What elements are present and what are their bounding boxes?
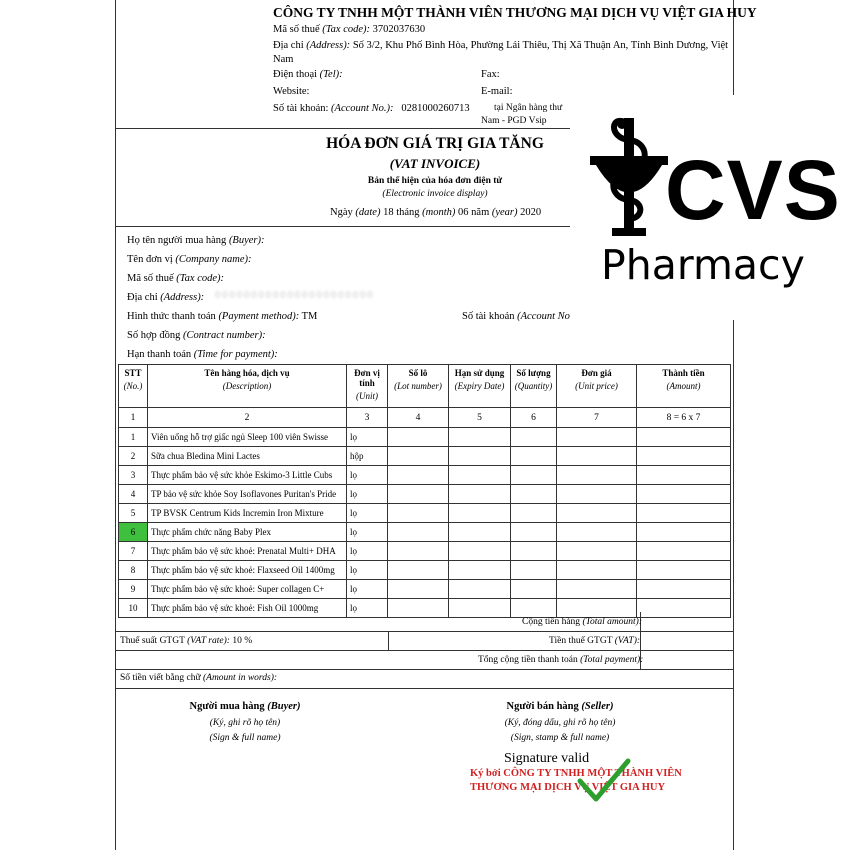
row-price [557, 485, 637, 504]
year-label-en: (year) [491, 207, 518, 218]
index-cell: 4 [388, 408, 449, 428]
col-header-price: Đơn giá (Unit price) [557, 365, 637, 408]
fax-label: Fax: [481, 69, 500, 80]
buyer-tax-label: Mã số thuế [127, 273, 174, 284]
buyer-address-label: Địa chỉ [127, 292, 158, 303]
date-prefix-en: (date) [355, 207, 381, 218]
signed-by-line2: THƯƠNG MẠI DỊCH VỤ VIỆT GIA HUY [470, 782, 666, 793]
row-desc: Thực phẩm chức năng Baby Plex [148, 523, 347, 542]
row-price [557, 561, 637, 580]
table-row [119, 428, 731, 447]
divider [115, 128, 570, 129]
row-expiry [449, 599, 511, 618]
date-day: 18 [383, 207, 394, 218]
row-no: 1 [119, 428, 148, 447]
buyer-sign-sub-en: (Sign & full name) [209, 733, 281, 743]
website-label: Website: [273, 86, 310, 97]
company-tax-row [273, 24, 425, 35]
buyer-name-row [127, 235, 265, 246]
row-unit: lọ [347, 561, 388, 580]
invoice-subtitle: (VAT INVOICE) [389, 156, 481, 171]
divider [115, 669, 734, 670]
invoice-date [330, 207, 541, 218]
divider [115, 688, 734, 689]
col-header-unit: Đơn vị tính (Unit) [347, 365, 388, 408]
buyer-account-label: Số tài khoản [462, 311, 515, 322]
date-month: 06 [458, 207, 469, 218]
row-qty [511, 485, 557, 504]
row-price [557, 428, 637, 447]
table-row [119, 485, 731, 504]
index-cell: 8 = 6 x 7 [637, 408, 731, 428]
address-label: Địa chỉ [273, 40, 304, 51]
due-label-en: (Time for payment): [193, 349, 278, 360]
index-cell: 2 [148, 408, 347, 428]
total-amount-label: Cộng tiền hàng (Total amount): [522, 617, 642, 627]
row-unit: lọ [347, 485, 388, 504]
row-desc: Viên uống hỗ trợ giấc ngủ Sleep 100 viên Swisse [148, 428, 347, 447]
col-header-no: STT (No.) [119, 365, 148, 408]
items-table [118, 364, 731, 618]
due-label: Hạn thanh toán [127, 349, 192, 360]
payment-label: Hình thức thanh toán [127, 311, 216, 322]
account-label: Số tài khoản: [273, 103, 329, 114]
divider [115, 650, 734, 651]
row-price [557, 523, 637, 542]
buyer-tax-row [127, 273, 224, 284]
divider [388, 631, 389, 650]
row-no: 6 [119, 523, 148, 542]
seller-sign-title: Người bán hàng (Seller) [506, 701, 614, 712]
row-lot [388, 542, 449, 561]
buyer-address-value: 0000000000000000000000 [215, 290, 375, 301]
invoice-display-vi: Bản thể hiện của hóa đơn điện tử [367, 176, 503, 186]
table-row [119, 580, 731, 599]
table-header-row [119, 365, 731, 408]
payment-value: TM [301, 311, 318, 322]
col-header-desc: Tên hàng hóa, dịch vụ (Description) [148, 365, 347, 408]
row-expiry [449, 428, 511, 447]
row-lot [388, 428, 449, 447]
logo-subtitle: Pharmacy [601, 241, 805, 289]
buyer-sign-title: Người mua hàng (Buyer) [189, 701, 301, 712]
invoice-display-en: (Electronic invoice display) [382, 189, 488, 199]
vat-rate-row: Thuế suất GTGT (VAT rate): 10 % [120, 636, 253, 646]
account-label-en: (Account No.): [331, 103, 394, 114]
row-qty [511, 599, 557, 618]
vat-rate-value: 10 % [232, 636, 253, 646]
seller-sign-sub-en: (Sign, stamp & full name) [510, 733, 610, 743]
row-price [557, 447, 637, 466]
company-name-row [127, 254, 252, 265]
contract-row [127, 330, 266, 341]
seller-sign-sub-vi: (Ký, đóng dấu, ghi rõ họ tên) [504, 718, 616, 728]
row-price [557, 542, 637, 561]
company-name-label-en: (Company name): [175, 254, 252, 265]
row-expiry [449, 542, 511, 561]
buyer-account-label-en: (Account No [517, 311, 570, 322]
row-price [557, 599, 637, 618]
col-header-qty: Số lượng (Quantity) [511, 365, 557, 408]
phone-label: Điện thoại [273, 69, 318, 80]
row-expiry [449, 447, 511, 466]
row-unit: lọ [347, 523, 388, 542]
company-phone-row [273, 69, 343, 80]
row-expiry [449, 561, 511, 580]
row-lot [388, 580, 449, 599]
grand-total-label: Tổng cộng tiền thanh toán (Total payment): [478, 655, 644, 665]
bank-line2: Nam - PGD Vsip [481, 116, 547, 126]
logo-brand: CVS [665, 143, 841, 237]
row-amount [637, 523, 731, 542]
row-unit: hộp [347, 447, 388, 466]
row-no: 3 [119, 466, 148, 485]
year-label: năm [471, 207, 490, 218]
row-amount [637, 466, 731, 485]
table-row [119, 504, 731, 523]
row-unit: lọ [347, 504, 388, 523]
col-header-expiry: Hạn sử dụng (Expiry Date) [449, 365, 511, 408]
row-unit: lọ [347, 542, 388, 561]
row-expiry [449, 580, 511, 599]
row-expiry [449, 485, 511, 504]
row-lot [388, 504, 449, 523]
table-row [119, 561, 731, 580]
buyer-address-label-en: (Address): [160, 292, 205, 303]
buyer-address-row [127, 292, 204, 303]
row-lot [388, 447, 449, 466]
address-label-en: (Address): [306, 40, 351, 51]
vat-amount-label: Tiền thuế GTGT (VAT): [549, 636, 641, 646]
row-desc: Thực phẩm bảo vệ sức khoẻ: Super collagen C+ [148, 580, 347, 599]
signature-valid-text: Signature valid [504, 751, 590, 766]
company-name-label: Tên đơn vị [127, 254, 173, 265]
month-label: tháng [396, 207, 420, 218]
tax-code: 3702037630 [372, 24, 426, 35]
index-row [119, 408, 731, 428]
company-account-row [273, 103, 470, 114]
row-qty [511, 542, 557, 561]
row-no: 8 [119, 561, 148, 580]
row-desc: Thực phẩm bảo vệ sức khỏe Eskimo-3 Little Cubs [148, 466, 347, 485]
row-lot [388, 561, 449, 580]
row-qty [511, 580, 557, 599]
row-no: 10 [119, 599, 148, 618]
index-cell: 3 [347, 408, 388, 428]
col-header-amount: Thành tiền (Amount) [637, 365, 731, 408]
row-no: 7 [119, 542, 148, 561]
address-line1: Số 3/2, Khu Phố Bình Hòa, Phường Lái Thiêu, Thị Xã Thuận An, Tỉnh Bình Dương, Việt [352, 40, 729, 51]
row-qty [511, 466, 557, 485]
row-price [557, 580, 637, 599]
row-amount [637, 561, 731, 580]
phone-label-en: (Tel): [319, 69, 343, 80]
buyer-sign-sub-vi: (Ký, ghi rõ họ tên) [209, 718, 281, 728]
company-name: CÔNG TY TNHH MỘT THÀNH VIÊN THƯƠNG MẠI DỊCH VỤ VIỆT GIA HUY [273, 5, 757, 20]
row-unit: lọ [347, 466, 388, 485]
month-label-en: (month) [422, 207, 456, 218]
row-lot [388, 466, 449, 485]
row-desc: Thực phẩm bảo vệ sức khoẻ: Fish Oil 1000mg [148, 599, 347, 618]
table-row [119, 599, 731, 618]
row-lot [388, 523, 449, 542]
row-no: 4 [119, 485, 148, 504]
row-unit: lọ [347, 428, 388, 447]
index-cell: 5 [449, 408, 511, 428]
tax-label: Mã số thuế [273, 24, 320, 35]
row-amount [637, 580, 731, 599]
table-row [119, 542, 731, 561]
row-lot [388, 599, 449, 618]
row-amount [637, 504, 731, 523]
row-lot [388, 485, 449, 504]
row-desc: TP BVSK Centrum Kids Incremin Iron Mixture [148, 504, 347, 523]
row-price [557, 466, 637, 485]
amount-in-words-label: Số tiền viết bằng chữ (Amount in words): [120, 673, 278, 683]
row-desc: Sữa chua Bledina Mini Lactes [148, 447, 347, 466]
row-expiry [449, 466, 511, 485]
row-qty [511, 504, 557, 523]
divider [115, 631, 734, 632]
row-expiry [449, 523, 511, 542]
due-row [127, 349, 278, 360]
row-unit: lọ [347, 580, 388, 599]
account-no: 0281000260713 [401, 103, 470, 114]
invoice-title: HÓA ĐƠN GIÁ TRỊ GIA TĂNG [326, 135, 544, 152]
email-label: E-mail: [481, 86, 513, 97]
row-price [557, 504, 637, 523]
row-qty [511, 447, 557, 466]
buyer-name-label-en: (Buyer): [228, 235, 265, 246]
caduceus-icon [586, 110, 672, 240]
row-expiry [449, 504, 511, 523]
index-cell: 6 [511, 408, 557, 428]
buyer-tax-label-en: (Tax code): [176, 273, 225, 284]
index-cell: 1 [119, 408, 148, 428]
table-row [119, 523, 731, 542]
address-line2: Nam [273, 54, 294, 65]
row-amount [637, 485, 731, 504]
buyer-name-label: Họ tên người mua hàng [127, 235, 227, 246]
date-year: 2020 [520, 207, 542, 218]
buyer-account-row [462, 311, 570, 322]
row-no: 9 [119, 580, 148, 599]
table-row [119, 447, 731, 466]
row-qty [511, 523, 557, 542]
tax-label-en: (Tax code): [322, 24, 371, 35]
payment-label-en: (Payment method): [218, 311, 300, 322]
payment-row [127, 311, 317, 322]
bank-line1: tại Ngân hàng thư [494, 103, 563, 113]
date-prefix: Ngày [330, 207, 353, 218]
company-address-row [273, 40, 728, 51]
index-cell: 7 [557, 408, 637, 428]
row-desc: TP bảo vệ sức khỏe Soy Isoflavones Puritan's Pride [148, 485, 347, 504]
row-desc: Thực phẩm bảo vệ sức khoẻ: Flaxseed Oil 1400mg [148, 561, 347, 580]
row-amount [637, 599, 731, 618]
contract-label-en: (Contract number): [183, 330, 266, 341]
table-row [119, 466, 731, 485]
row-qty [511, 428, 557, 447]
row-unit: lọ [347, 599, 388, 618]
col-header-lot: Số lô (Lot number) [388, 365, 449, 408]
row-desc: Thực phẩm bảo vệ sức khoẻ: Prenatal Multi+ DHA [148, 542, 347, 561]
row-amount [637, 542, 731, 561]
row-no: 5 [119, 504, 148, 523]
row-qty [511, 561, 557, 580]
row-amount [637, 447, 731, 466]
signed-by-line1: Ký bởi CÔNG TY TNHH MỘT THÀNH VIÊN [470, 768, 682, 779]
checkmark-icon [576, 757, 632, 805]
row-amount [637, 428, 731, 447]
row-no: 2 [119, 447, 148, 466]
contract-label: Số hợp đồng [127, 330, 181, 341]
